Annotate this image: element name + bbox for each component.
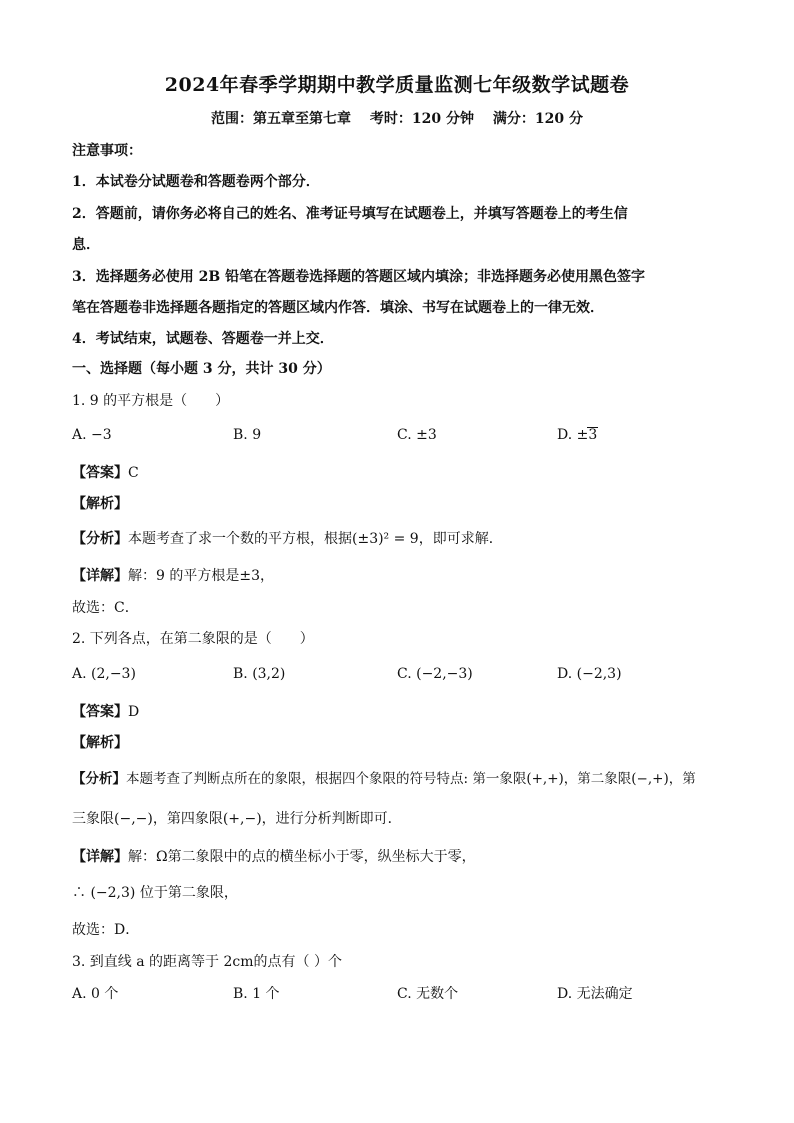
q2-detail-line1	[72, 846, 732, 868]
q2-fenxi-line1	[72, 768, 732, 790]
q3-option-a: A. 0 个	[72, 986, 119, 1002]
notes-heading: 注意事项：	[72, 143, 142, 159]
note-item: 2．答题前，请你务必将自己的姓名、准考证号填写在试题卷上，并填写答题卷上的考生信	[72, 206, 628, 222]
q2-option-d: D. (−2,3)	[557, 666, 622, 682]
q2-answer	[72, 701, 732, 723]
note-item: 笔在答题卷非选择题各题指定的答题区域内作答．填涂、书写在试题卷上的一律无效．	[72, 300, 604, 316]
answer-tag: 【答案】	[72, 465, 128, 481]
q2-choose: 故选：D．	[72, 922, 140, 938]
q1-answer	[72, 462, 732, 484]
sqrt-radicand: 3	[588, 427, 598, 443]
q1-analysis-tag: 【解析】	[72, 496, 128, 512]
fenxi-text: 本题考查了求一个数的平方根，根据	[128, 531, 352, 547]
q2-fenxi-line2: 三象限(−,−)，第四象限(+,−)，进行分析判断即可．	[72, 811, 402, 827]
q2-stem: 2. 下列各点，在第二象限的是（ ）	[72, 631, 314, 647]
q2-detail-line2: ∴ (−2,3) 位于第二象限，	[72, 885, 238, 901]
exam-score: 满分：120 分	[492, 111, 583, 127]
fenxi-text-end: ，即可求解．	[418, 531, 503, 547]
detail-text: 解：9 的平方根是±3，	[128, 568, 274, 584]
q2-analysis-tag: 【解析】	[72, 735, 128, 751]
answer-value: D	[128, 704, 140, 720]
q3-option-c: C. 无数个	[397, 986, 459, 1002]
answer-value: C	[128, 465, 139, 481]
section-heading: 一、选择题（每小题 3 分，共计 30 分）	[72, 361, 331, 377]
q1-stem: 1. 9 的平方根是（ ）	[72, 393, 230, 409]
fenxi-tag: 【分析】	[72, 531, 128, 547]
q1-option-d	[557, 424, 598, 446]
fenxi-text: 本题考查了判断点所在的象限，根据四个象限的符号特点: 第一象限(+,+)，第二象限(−,+)，第	[126, 771, 696, 787]
q1-option-a: A. −3	[72, 427, 112, 443]
q1-detail	[72, 565, 732, 587]
q3-option-d: D. 无法确定	[557, 986, 633, 1002]
q3-option-b: B. 1 个	[233, 986, 280, 1002]
exam-range: 范围：第五章至第七章	[211, 111, 352, 127]
fenxi-tag: 【分析】	[72, 771, 126, 787]
exam-info	[0, 108, 794, 128]
q1-option-c: C. ±3	[397, 427, 437, 443]
note-item: 1．本试卷分试题卷和答题卷两个部分．	[72, 174, 320, 190]
detail-tag: 【详解】	[72, 568, 128, 584]
q1-choose: 故选：C．	[72, 600, 139, 616]
note-item: 3．选择题务必使用 2B 铅笔在答题卷选择题的答题区域内填涂；非选择题务必使用黑色签字	[72, 269, 646, 285]
detail-text: 解：Ω第二象限中的点的横坐标小于零，纵坐标大于零，	[128, 849, 476, 865]
answer-tag: 【答案】	[72, 704, 128, 720]
fenxi-formula: (±3)² = 9	[352, 531, 419, 547]
page-title: 2024年春季学期期中教学质量监测七年级数学试题卷	[164, 74, 630, 96]
exam-time: 考时：120 分钟	[369, 111, 474, 127]
q1-option-d-label: D. ±	[557, 427, 589, 443]
q1-option-b: B. 9	[233, 427, 262, 443]
detail-tag: 【详解】	[72, 849, 128, 865]
q2-option-a: A. (2,−3)	[72, 666, 136, 682]
note-item: 4．考试结束，试题卷、答题卷一并上交．	[72, 331, 334, 347]
note-item: 息．	[72, 237, 100, 253]
q1-fenxi	[72, 528, 732, 550]
q2-option-b: B. (3,2)	[233, 666, 286, 682]
q3-stem: 3. 到直线 a 的距离等于 2cm的点有（ ）个	[72, 954, 342, 970]
q2-option-c: C. (−2,−3)	[397, 666, 473, 682]
